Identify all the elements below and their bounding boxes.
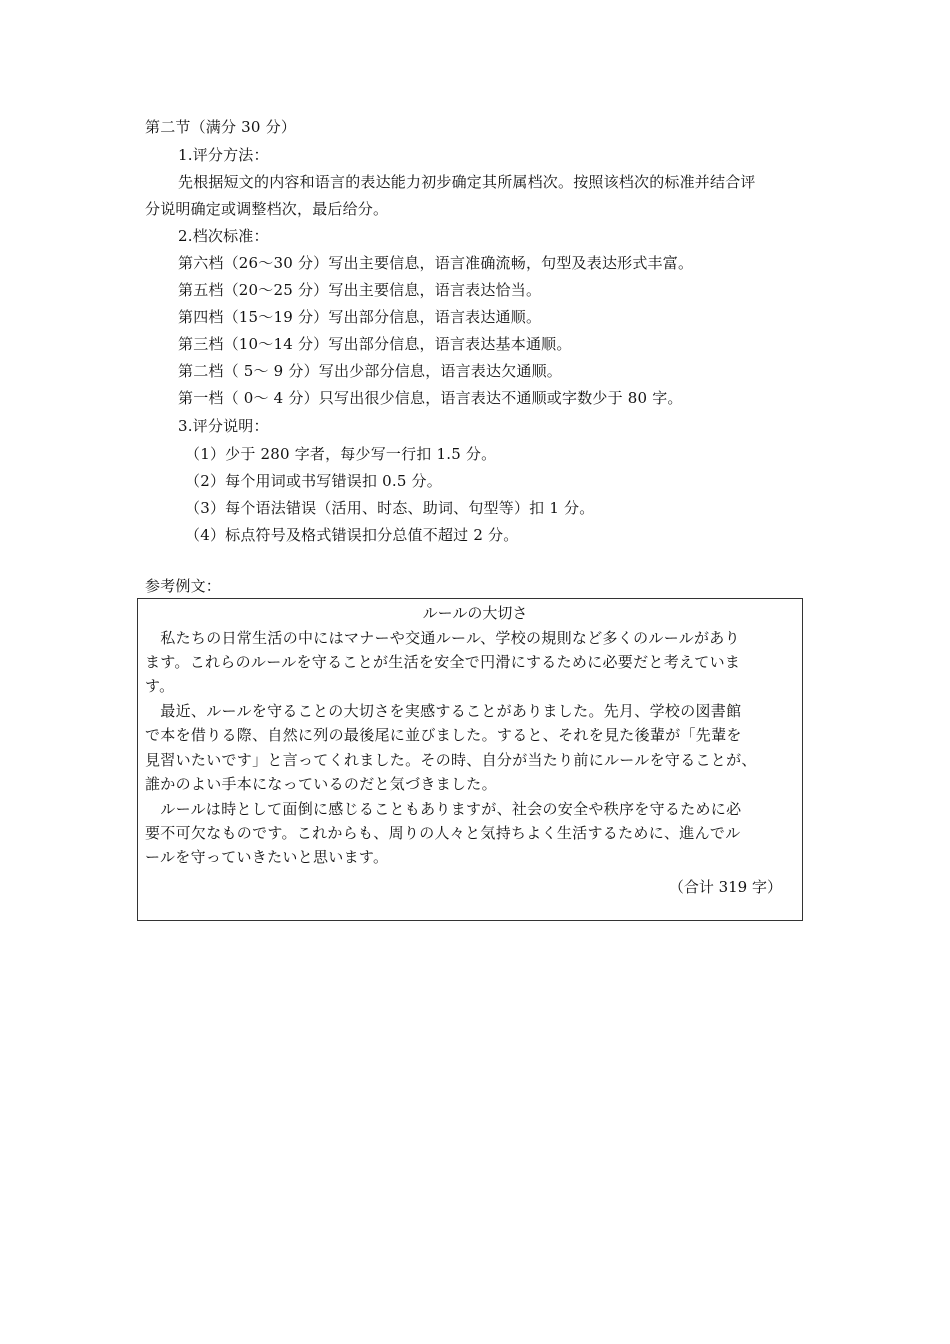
essay-line: 見習いたいです」と言ってくれました。その時、自分が当たり前にルールを守ることが、 — [145, 751, 757, 769]
essay-line: 私たちの日常生活の中にはマナーや交通ルール、学校の規則など多くのルールがあり — [145, 629, 740, 647]
scoring-note-1: （1）少于 280 字者，每少写一行扣 1.5 分。 — [185, 445, 497, 463]
scoring-note-4: （4）标点符号及格式错误扣分总值不超过 2 分。 — [185, 526, 519, 544]
scoring-method-heading: 1.评分方法： — [178, 146, 269, 164]
scoring-method-text-line-1: 先根据短文的内容和语言的表达能力初步确定其所属档次。按照该档次的标准并结合评 — [178, 173, 756, 191]
essay-line: す。 — [145, 677, 175, 695]
essay-line: 要不可欠なものです。これからも、周りの人々と気持ちよく生活するために、進んでル — [145, 824, 741, 842]
essay-line: 最近、ルールを守ることの大切さを実感することがありました。先月、学校の図書館 — [145, 702, 742, 720]
scoring-note-3: （3）每个语法错误（活用、时态、助词、句型等）扣 1 分。 — [185, 499, 595, 517]
grade-level-3: 第三档（10～14 分）写出部分信息，语言表达基本通顺。 — [178, 335, 572, 353]
essay-line: ルールは時として面倒に感じることもありますが、社会の安全や秩序を守るために必 — [145, 800, 742, 818]
grade-level-4: 第四档（15～19 分）写出部分信息，语言表达通顺。 — [178, 308, 542, 326]
scoring-note-2: （2）每个用词或书写错误扣 0.5 分。 — [185, 472, 442, 490]
scoring-notes-heading: 3.评分说明： — [178, 417, 269, 435]
essay-line: ールを守っていきたいと思います。 — [145, 848, 389, 866]
grade-level-2: 第二档（ 5～ 9 分）写出少部分信息，语言表达欠通顺。 — [178, 362, 562, 380]
grade-level-5: 第五档（20～25 分）写出主要信息，语言表达恰当。 — [178, 281, 542, 299]
essay-char-count: （合计 319 字） — [668, 878, 782, 896]
reference-label: 参考例文： — [145, 577, 222, 595]
grade-level-1: 第一档（ 0～ 4 分）只写出很少信息，语言表达不通顺或字数少于 80 字。 — [178, 389, 683, 407]
reference-essay-box — [137, 598, 803, 921]
section-title: 第二节（满分 30 分） — [145, 118, 297, 136]
grade-standards-heading: 2.档次标准： — [178, 227, 269, 245]
essay-line: で本を借りる際、自然に列の最後尾に並びました。すると、それを見た後輩が「先輩を — [145, 726, 742, 744]
scoring-method-text-line-2: 分说明确定或调整档次，最后给分。 — [145, 200, 389, 218]
essay-title: ルールの大切さ — [422, 604, 528, 622]
grade-level-6: 第六档（26～30 分）写出主要信息，语言准确流畅，句型及表达形式丰富。 — [178, 254, 694, 272]
essay-line: 誰かのよい手本になっているのだと気づきました。 — [145, 775, 497, 793]
essay-line: ます。これらのルールを守ることが生活を安全で円滑にするために必要だと考えていま — [145, 653, 741, 671]
